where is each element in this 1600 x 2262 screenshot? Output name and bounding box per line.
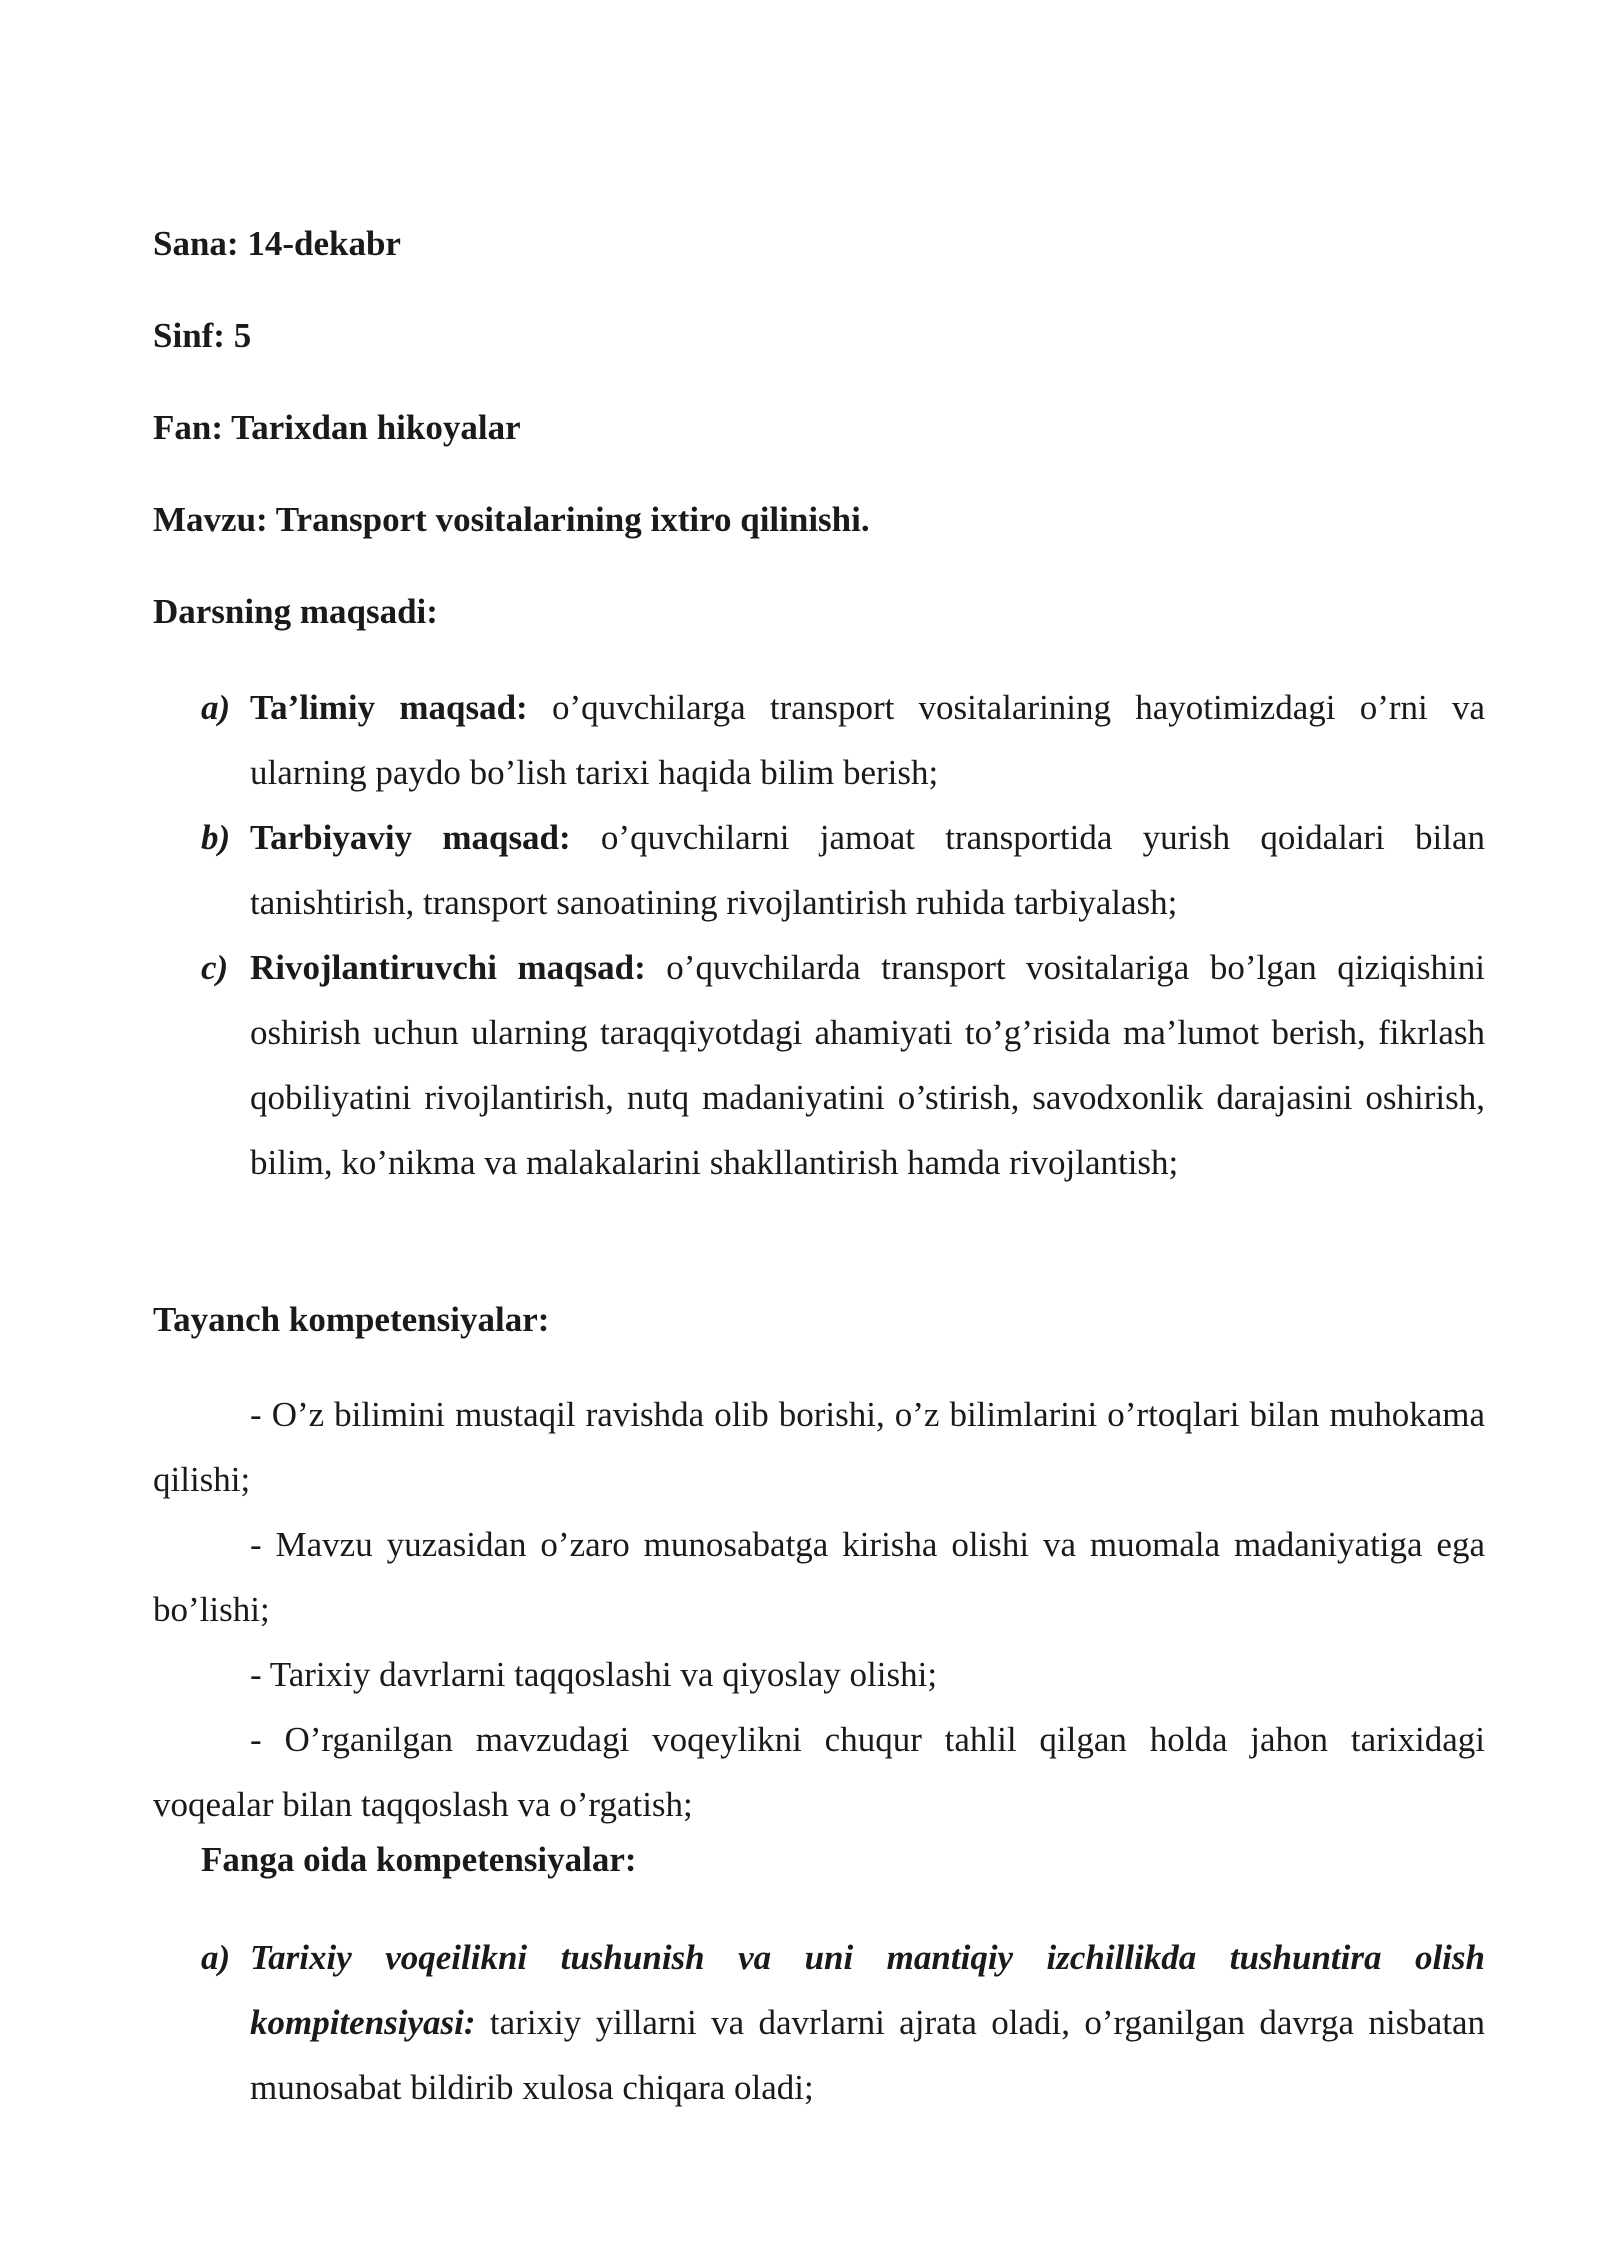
core-competency-item: - O’rganilgan mavzudagi voqeylikni chuqur tahlil qilgan holda jahon tarixidagi voqealar bilan taqqoslash va o’rgatish; xyxy=(153,1720,1485,1824)
subject-line: Fan: Tarixdan hikoyalar xyxy=(153,408,521,447)
goal-item-upbringing xyxy=(153,805,1485,935)
subject-competencies-list xyxy=(153,1925,1485,2120)
goals-list xyxy=(153,675,1485,1195)
core-competency-item: - O’z bilimini mustaqil ravishda olib borishi, o’z bilimlarini o’rtoqlari bilan muhokama qilishi; xyxy=(153,1395,1485,1499)
goal-text: o’quvchilarga transport vositalarining hayotimizdagi o’rni va ularning paydo bo’lish tarixi haqida bilim berish; xyxy=(250,688,1486,792)
list-marker: b) xyxy=(201,818,231,857)
list-marker: a) xyxy=(201,1938,231,1977)
core-competency-item: - Tarixiy davrlarni taqqoslashi va qiyoslay olishi; xyxy=(250,1655,938,1694)
class-line: Sinf: 5 xyxy=(153,316,252,355)
competency-title: Tarixiy voqeilikni tushunish va uni mantiqiy izchillikda tushuntira olish kompitensiyasi: xyxy=(250,1938,1485,2042)
subject-competency-item xyxy=(153,1925,1485,2120)
list-marker: a) xyxy=(201,688,231,727)
goals-heading: Darsning maqsadi: xyxy=(153,592,438,631)
goal-title: Rivojlantiruvchi maqsad: xyxy=(250,948,646,987)
topic-line: Mavzu: Transport vositalarining ixtiro qilinishi. xyxy=(153,500,870,539)
goal-item-developmental xyxy=(153,935,1485,1195)
goal-text: o’quvchilarni jamoat transportida yurish qoidalari bilan tanishtirish, transport sanoatining rivojlantirish ruhida tarbiyalash; xyxy=(250,818,1485,922)
list-marker: c) xyxy=(201,948,229,987)
goal-title: Tarbiyaviy maqsad: xyxy=(250,818,571,857)
goal-item-educational xyxy=(153,675,1485,805)
goal-title: Ta’limiy maqsad: xyxy=(250,688,528,727)
core-competencies-heading: Tayanch kompetensiyalar: xyxy=(153,1300,550,1339)
date-line: Sana: 14-dekabr xyxy=(153,224,401,263)
subject-competencies-heading: Fanga oida kompetensiyalar: xyxy=(201,1840,637,1879)
core-competency-item: - Mavzu yuzasidan o’zaro munosabatga kirisha olishi va muomala madaniyatiga ega bo’lishi; xyxy=(153,1525,1485,1629)
competency-text: tarixiy yillarni va davrlarni ajrata oladi, o’rganilgan davrga nisbatan munosabat bildirib xulosa chiqara oladi; xyxy=(250,2003,1485,2107)
goal-text: o’quvchilarda transport vositalariga bo’lgan qiziqishini oshirish uchun ularning taraqqiyotdagi ahamiyati to’g’risida ma’lumot berish, fikrlash qobiliyatini rivojlantirish, nutq madaniyatini o’stirish, savodxonlik darajasini oshirish, bilim, ko’nikma va malakalarini shakllantirish hamda rivojlantish; xyxy=(250,948,1486,1182)
